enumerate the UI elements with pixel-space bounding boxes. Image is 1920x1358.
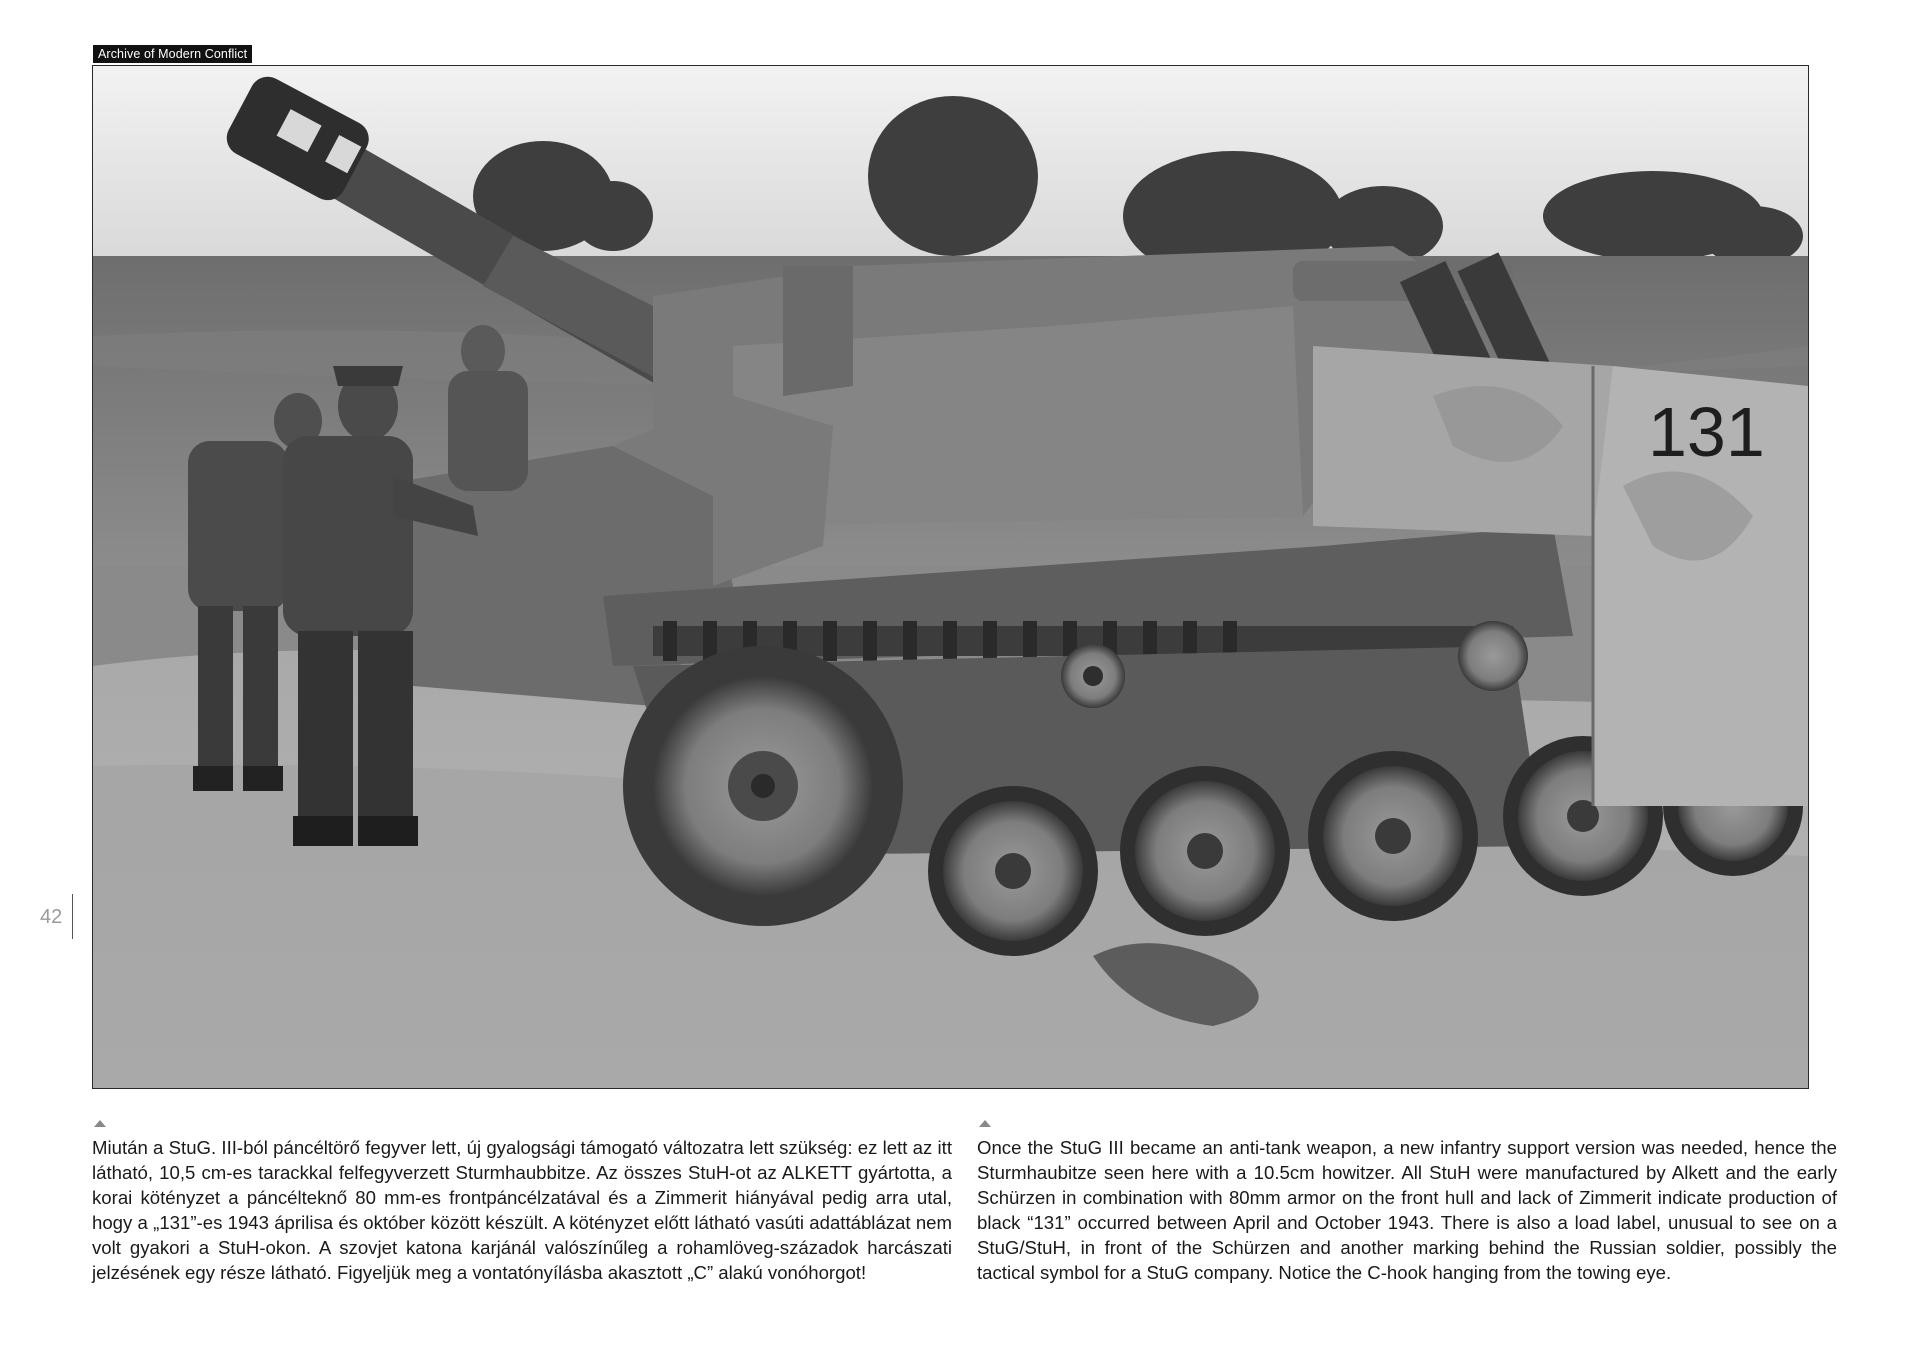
- caption-hungarian: [92, 1120, 952, 1285]
- caption-triangle-icon: [979, 1120, 991, 1127]
- page-number-divider: [72, 894, 73, 939]
- caption-triangle-icon: [94, 1120, 106, 1127]
- photo-stuh-131-icon: [93, 66, 1808, 1088]
- historical-photo: [92, 65, 1809, 1089]
- page-number: 42: [40, 906, 63, 928]
- photo-credit: Archive of Modern Conflict: [93, 45, 252, 63]
- vehicle-marking-131: 131: [1648, 393, 1765, 471]
- caption-hungarian-text: Miután a StuG. III-ból páncéltörő fegyver lett, új gyalogsági támogató változatra lett szükség: ez lett az itt látható, 10,5 cm-es tarackkal felfegyverzett Sturmhaubbitze. Az összes StuH-ot az ALKETT gyártotta, a korai kötényzet a páncélteknő 80 mm-es frontpáncélzatával és a Zimmerit hiányával pedig arra utal, hogy a „131”-es 1943 áprilisa és október között készült. A kötényzet előtt látható vasúti adattáblázat nem volt gyakori a StuH-okon. A szovjet katona karjánál valószínűleg a rohamlöveg-századok harcászati jelzésének egy része látható. Figyeljük meg a vontatónyílásba akasztott „C” alakú vonóhorgot!: [92, 1137, 952, 1283]
- caption-english: [977, 1120, 1837, 1285]
- caption-english-text: Once the StuG III became an anti-tank weapon, a new infantry support version was needed, hence the Sturmhaubitze seen here with a 10.5cm howitzer. All StuH were manufactured by Alkett and the early Schürzen in combination with 80mm armor on the front hull and lack of Zimmerit indicate production of black “131” occurred between April and October 1943. There is also a load label, unusual to see on a StuG/StuH, in front of the Schürzen and another marking behind the Russian soldier, possibly the tactical symbol for a StuG company. Notice the C-hook hanging from the towing eye.: [977, 1137, 1837, 1283]
